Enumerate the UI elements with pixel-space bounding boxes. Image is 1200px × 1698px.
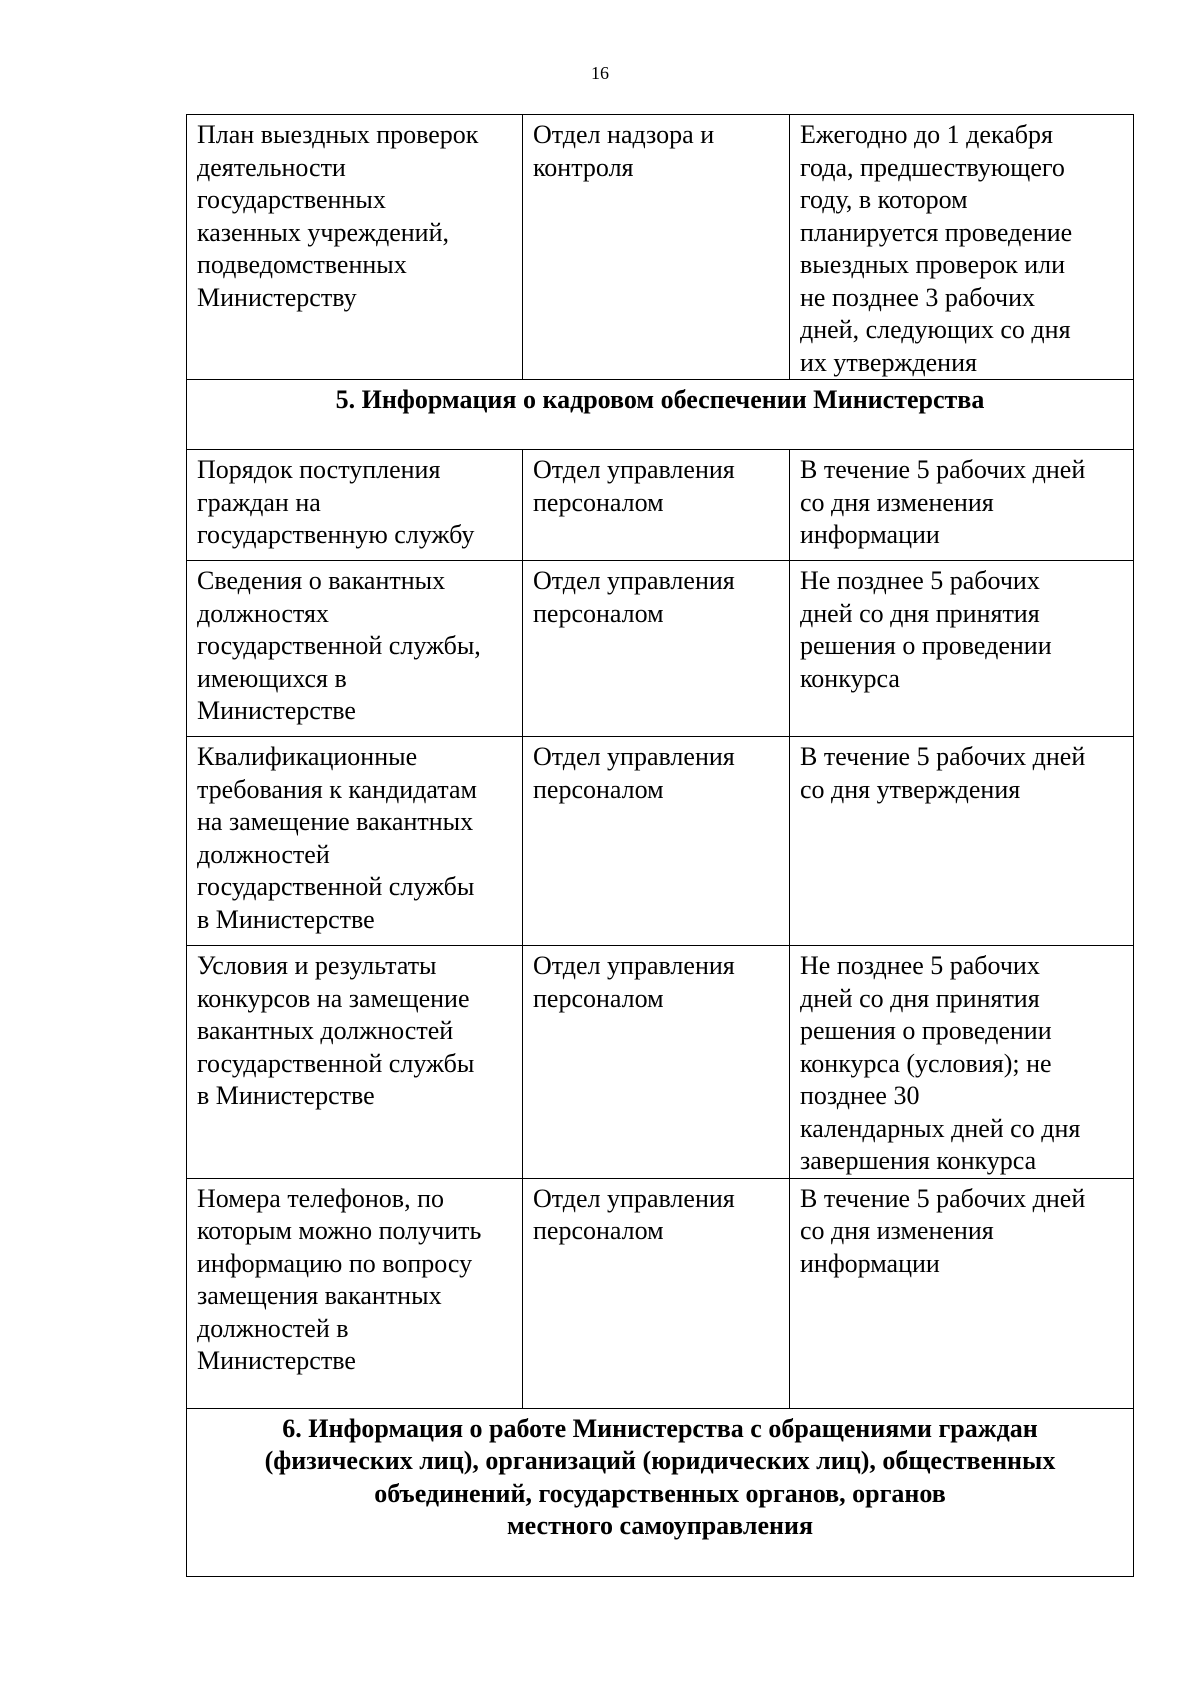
cell-line: на замещение вакантных [197,807,474,836]
cell-line: вакантных должностей [197,1016,454,1045]
cell-line: со дня изменения [800,1216,994,1245]
cell-document [187,737,523,946]
cell-line: Номера телефонов, по [197,1183,444,1213]
cell-line: конкурса (условия); не [800,1048,1052,1078]
cell-line: персоналом [533,983,664,1013]
cell-line: со дня изменения [800,487,994,517]
cell-line: завершения конкурса [800,1146,1037,1175]
section-5-title: 5. Информация о кадровом обеспечении Министерства [187,380,1134,450]
table-row [187,946,1134,1179]
cell-line: Отдел надзора и [533,120,715,149]
cell-deadline [790,561,1134,737]
cell-responsible [523,737,790,946]
cell-responsible [523,561,790,737]
cell-line: должностей [197,839,330,869]
cell-line: Не позднее 5 рабочих [800,566,1040,595]
cell-line: информацию по вопросу [197,1248,473,1278]
cell-line: со дня утверждения [800,774,1021,804]
cell-line: персоналом [533,1216,664,1245]
cell-responsible [523,115,790,380]
cell-line: Отдел управления [533,1183,735,1213]
cell-line: года, предшествующего [800,152,1065,182]
cell-line: позднее 30 [800,1081,920,1110]
cell-document [187,115,523,380]
cell-line: Ежегодно до 1 декабря [800,120,1053,149]
section-6-title-line: 6. Информация о работе Министерства с обращениями граждан [282,1413,1038,1443]
cell-line: Министерству [197,282,357,312]
cell-document [187,1178,523,1408]
section-6-title-line: (физических лиц), организаций (юридических лиц), общественных [264,1446,1056,1475]
cell-line: решения о проведении [800,631,1052,660]
cell-line: государственной службы [197,1048,475,1078]
cell-line: государственных [197,185,386,214]
cell-line: имеющихся в [197,663,347,693]
cell-deadline [790,737,1134,946]
cell-line: Порядок поступления [197,455,441,484]
cell-line: дней, следующих со дня [800,315,1071,344]
cell-line: персоналом [533,774,664,804]
cell-line: государственной службы, [197,631,481,660]
section-6-title [187,1408,1134,1576]
cell-line: требования к кандидатам [197,774,477,804]
cell-line: Отдел управления [533,742,735,771]
cell-line: информации [800,520,940,549]
cell-line: дней со дня принятия [800,983,1040,1013]
table-row [187,737,1134,946]
cell-responsible [523,1178,790,1408]
cell-line: персоналом [533,598,664,628]
cell-line: конкурса [800,663,900,693]
cell-line: планируется проведение [800,217,1073,247]
cell-deadline [790,946,1134,1179]
cell-line: подведомственных [197,250,407,279]
cell-line: Отдел управления [533,951,735,980]
cell-line: конкурсов на замещение [197,983,470,1013]
cell-line: казенных учреждений, [197,217,449,247]
table-row [187,450,1134,561]
table-row [187,1178,1134,1408]
cell-deadline [790,115,1134,380]
cell-deadline [790,1178,1134,1408]
cell-line: году, в котором [800,185,968,214]
cell-line: решения о проведении [800,1016,1052,1045]
cell-line: государственной службы [197,872,475,901]
cell-line: их утверждения [800,347,977,377]
cell-line: деятельности [197,152,346,182]
cell-line: контроля [533,152,634,182]
page-number: 16 [591,63,609,83]
cell-line: Отдел управления [533,566,735,595]
cell-document [187,450,523,561]
cell-line: В течение 5 рабочих дней [800,455,1086,484]
cell-line: должностях [197,598,329,628]
section-6-title-line: местного самоуправления [506,1511,814,1540]
cell-responsible [523,450,790,561]
information-table [186,114,1134,1577]
table-row-inspection-plan [187,115,1134,380]
cell-line: граждан на [197,487,321,517]
cell-line: должностей в [197,1313,349,1343]
cell-line: государственную службу [197,520,475,549]
cell-line: не позднее 3 рабочих [800,282,1035,312]
cell-line: замещения вакантных [197,1281,442,1310]
section-5-header-row [187,380,1134,450]
cell-line: Сведения о вакантных [197,566,446,595]
cell-document [187,561,523,737]
cell-line: дней со дня принятия [800,598,1040,628]
cell-line: в Министерстве [197,1081,375,1110]
cell-line: Квалификационные [197,742,418,771]
cell-line: В течение 5 рабочих дней [800,742,1086,771]
cell-line: персоналом [533,487,664,517]
cell-line: План выездных проверок [197,120,479,149]
cell-line: выездных проверок или [800,250,1066,279]
cell-line: В течение 5 рабочих дней [800,1183,1086,1213]
cell-deadline [790,450,1134,561]
cell-line: Не позднее 5 рабочих [800,951,1040,980]
cell-line: Министерстве [197,1346,356,1375]
section-6-title-line: объединений, государственных органов, органов [374,1478,946,1508]
cell-line: календарных дней со дня [800,1113,1081,1143]
cell-document [187,946,523,1179]
cell-responsible [523,946,790,1179]
section-6-header-row [187,1408,1134,1576]
cell-line: Министерстве [197,696,356,725]
cell-line: информации [800,1248,940,1278]
cell-line: Отдел управления [533,455,735,484]
table-row [187,561,1134,737]
cell-line: Условия и результаты [197,951,437,980]
cell-line: в Министерстве [197,904,375,934]
cell-line: которым можно получить [197,1216,482,1245]
